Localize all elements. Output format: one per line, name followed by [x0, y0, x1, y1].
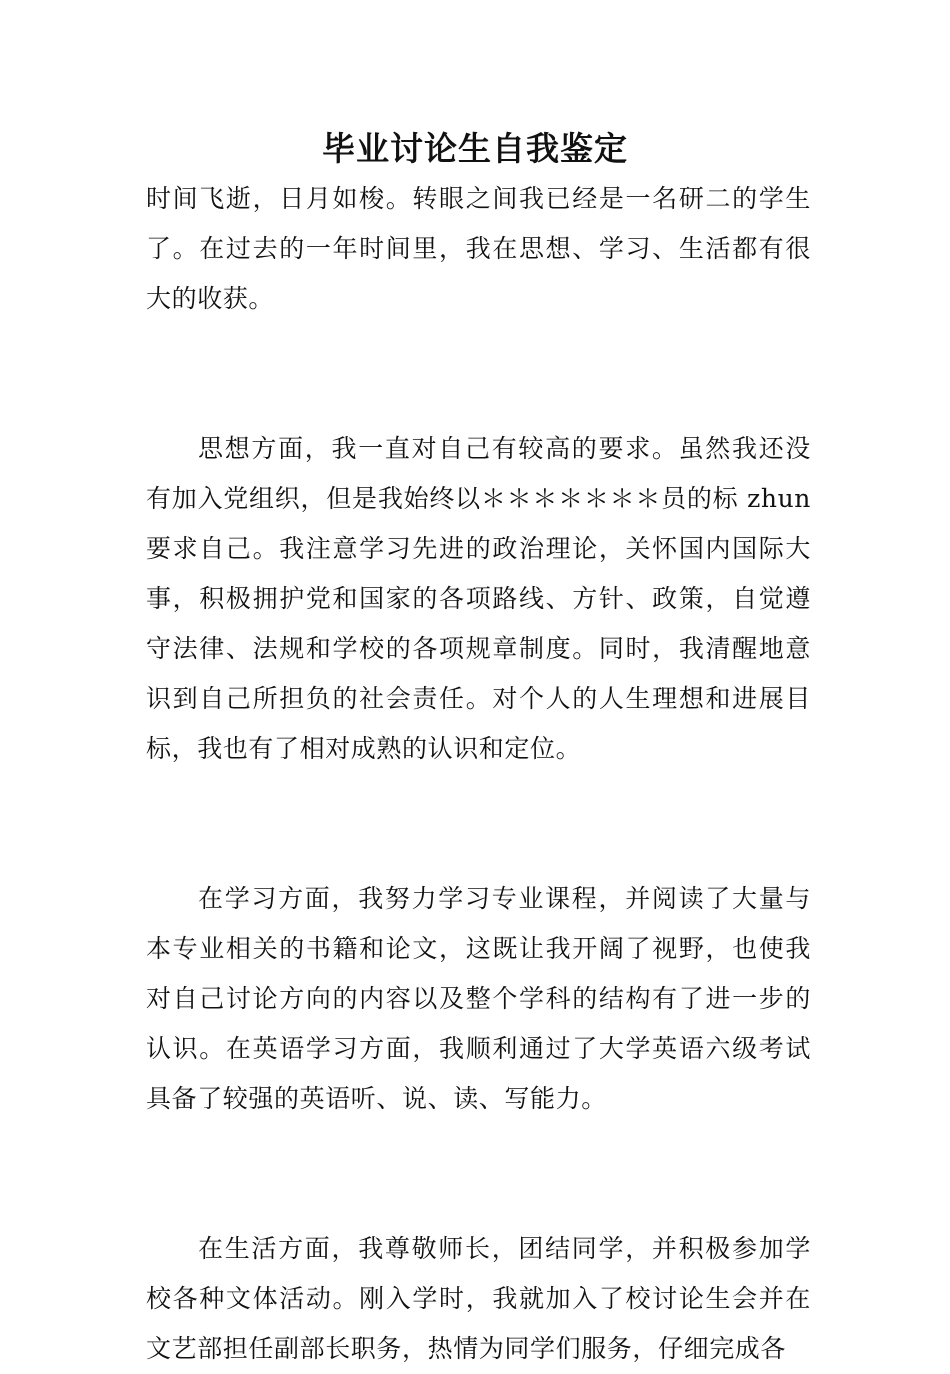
document-body — [146, 174, 811, 1374]
paragraph-intro: 时间飞逝，日月如梭。转眼之间我已经是一名研二的学生了。在过去的一年时间里，我在思想、学习、生活都有很大的收获。 — [146, 184, 811, 313]
paragraph-spacer — [146, 1124, 811, 1224]
paragraph-spacer — [146, 774, 811, 874]
document-title: 毕业讨论生自我鉴定 — [322, 129, 628, 168]
paragraph-thought: 思想方面，我一直对自己有较高的要求。虽然我还没有加入党组织，但是我始终以＊＊＊＊＊＊＊员的标 zhun 要求自己。我注意学习先进的政治理论，关怀国内国际大事，积极拥护党和国家的各项路线、方针、政策，自觉遵守法律、法规和学校的各项规章制度。同时，我清醒地意识到自己所担负的社会责任。对个人的人生理想和进展目标，我也有了相对成熟的认识和定位。 — [146, 434, 811, 763]
paragraph-study: 在学习方面，我努力学习专业课程，并阅读了大量与本专业相关的书籍和论文，这既让我开阔了视野，也使我对自己讨论方向的内容以及整个学科的结构有了进一步的认识。在英语学习方面，我顺利通过了大学英语六级考试具备了较强的英语听、说、读、写能力。 — [146, 884, 811, 1113]
paragraph-life: 在生活方面，我尊敬师长，团结同学，并积极参加学校各种文体活动。刚入学时，我就加入了校讨论生会并在文艺部担任副部长职务，热情为同学们服务，仔细完成各 — [146, 1234, 811, 1363]
paragraph-spacer — [146, 324, 811, 424]
